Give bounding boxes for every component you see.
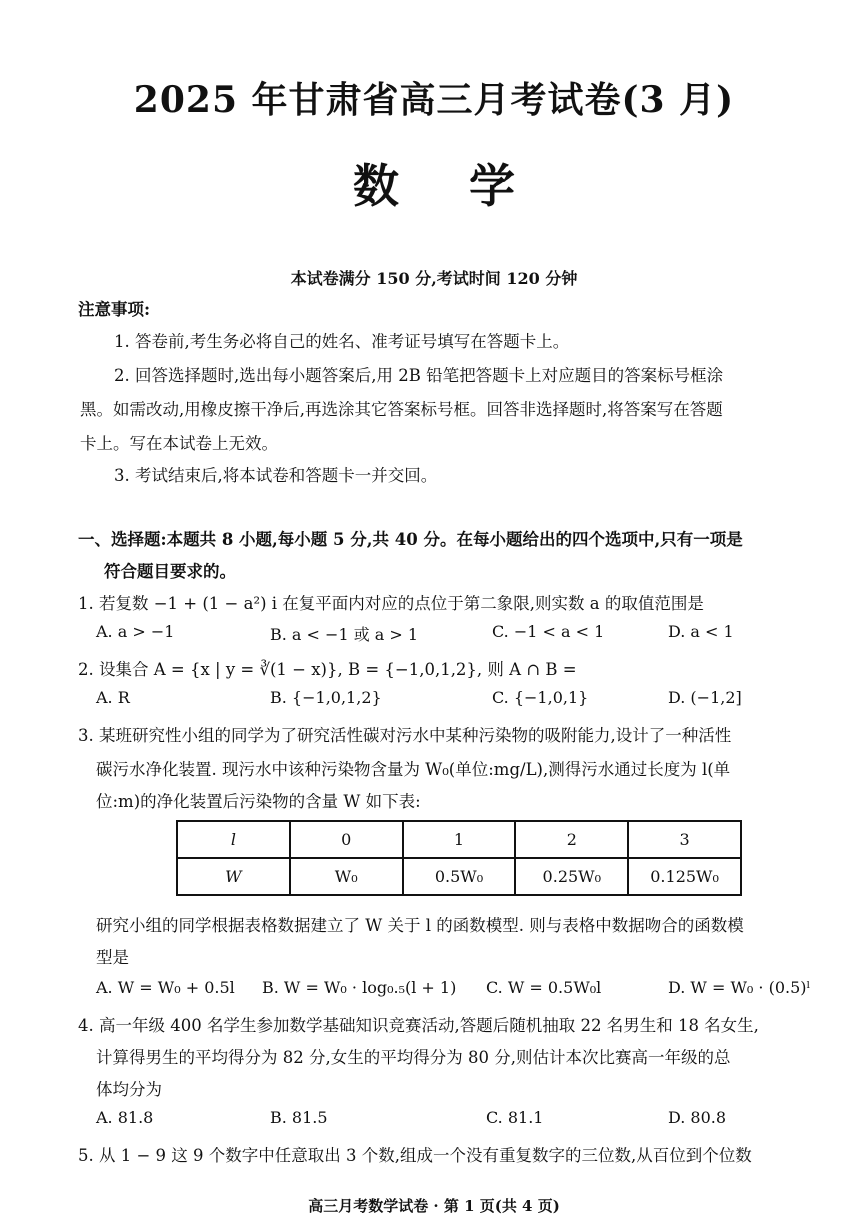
table-cell: 2	[515, 821, 628, 858]
q4-option-c: C. 81.1	[486, 1108, 544, 1127]
q3-option-d: D. W = W₀ · (0.5)ˡ	[668, 978, 811, 997]
question-3-line-1: 3. 某班研究性小组的同学为了研究活性碳对污水中某种污染物的吸附能力,设计了一种活性	[78, 726, 732, 745]
table-row	[177, 821, 741, 858]
q3-option-a: A. W = W₀ + 0.5l	[96, 978, 235, 997]
q3-data-table	[176, 820, 742, 896]
exam-info: 本试卷满分 150 分,考试时间 120 分钟	[290, 269, 578, 288]
question-3-line-2: 碳污水净化装置. 现污水中该种污染物含量为 W₀(单位:mg/L),测得污水通过长度为 l(单	[96, 760, 731, 779]
question-2-stem: 2. 设集合 A = {x | y = ∛(1 − x)}, B = {−1,0,1,2}, 则 A ∩ B =	[78, 660, 577, 679]
table-cell: l	[177, 821, 290, 858]
q2-option-a: A. R	[96, 688, 130, 707]
question-3-after-2: 型是	[96, 948, 129, 967]
subject-title: 数学	[353, 159, 585, 213]
table-cell: 0.25W₀	[515, 858, 628, 895]
table-cell: 1	[403, 821, 516, 858]
q4-option-d: D. 80.8	[668, 1108, 727, 1127]
question-3-after-1: 研究小组的同学根据表格数据建立了 W 关于 l 的函数模型. 则与表格中数据吻合的函数模	[96, 916, 744, 935]
question-3-line-3: 位:m)的净化装置后污染物的含量 W 如下表:	[96, 792, 421, 811]
q4-option-b: B. 81.5	[270, 1108, 328, 1127]
question-5-line-1: 5. 从 1 − 9 这 9 个数字中任意取出 3 个数,组成一个没有重复数字的三位数,从百位到个位数	[78, 1146, 752, 1165]
notice-heading: 注意事项:	[78, 300, 151, 319]
question-4-line-1: 4. 高一年级 400 名学生参加数学基础知识竞赛活动,答题后随机抽取 22 名男生和 18 名女生,	[78, 1016, 759, 1035]
q2-option-b: B. {−1,0,1,2}	[270, 688, 382, 707]
q1-option-d: D. a < 1	[668, 622, 734, 641]
q3-option-b: B. W = W₀ · log₀.₅(l + 1)	[262, 978, 457, 997]
section-heading: 一、选择题:本题共 8 小题,每小题 5 分,共 40 分。在每小题给出的四个选项中,只有一项是	[78, 530, 743, 549]
q3-option-c: C. W = 0.5W₀l	[486, 978, 602, 997]
question-1-stem: 1. 若复数 −1 + (1 − a²) i 在复平面内对应的点位于第二象限,则实数 a 的取值范围是	[78, 594, 704, 613]
table-cell: W₀	[290, 858, 403, 895]
notice-item-1: 1. 答卷前,考生务必将自己的姓名、准考证号填写在答题卡上。	[114, 332, 570, 351]
table-row	[177, 858, 741, 895]
table-cell: 3	[628, 821, 741, 858]
q1-option-c: C. −1 < a < 1	[492, 622, 605, 641]
notice-item-2-cont: 黑。如需改动,用橡皮擦干净后,再选涂其它答案标号框。回答非选择题时,将答案写在答题	[80, 400, 723, 419]
table-cell: 0	[290, 821, 403, 858]
q1-option-b: B. a < −1 或 a > 1	[270, 625, 419, 644]
question-4-line-3: 体均分为	[96, 1080, 162, 1099]
notice-item-2-cont2: 卡上。写在本试卷上无效。	[80, 434, 278, 453]
page-footer: 高三月考数学试卷 · 第 1 页(共 4 页)	[308, 1197, 560, 1215]
question-4-line-2: 计算得男生的平均得分为 82 分,女生的平均得分为 80 分,则估计本次比赛高一年级的总	[96, 1048, 731, 1067]
table-cell: 0.125W₀	[628, 858, 741, 895]
q4-option-a: A. 81.8	[96, 1108, 154, 1127]
q2-option-d: D. (−1,2]	[668, 688, 742, 707]
q1-option-a: A. a > −1	[96, 622, 175, 641]
notice-item-3: 3. 考试结束后,将本试卷和答题卡一并交回。	[114, 466, 438, 485]
q2-option-c: C. {−1,0,1}	[492, 688, 589, 707]
table-cell: 0.5W₀	[403, 858, 516, 895]
notice-item-2: 2. 回答选择题时,选出每小题答案后,用 2B 铅笔把答题卡上对应题目的答案标号框涂	[114, 366, 724, 385]
table-cell: W	[177, 858, 290, 895]
exam-title: 2025 年甘肃省高三月考试卷(3 月)	[133, 79, 735, 121]
section-heading-cont: 符合题目要求的。	[104, 562, 236, 581]
